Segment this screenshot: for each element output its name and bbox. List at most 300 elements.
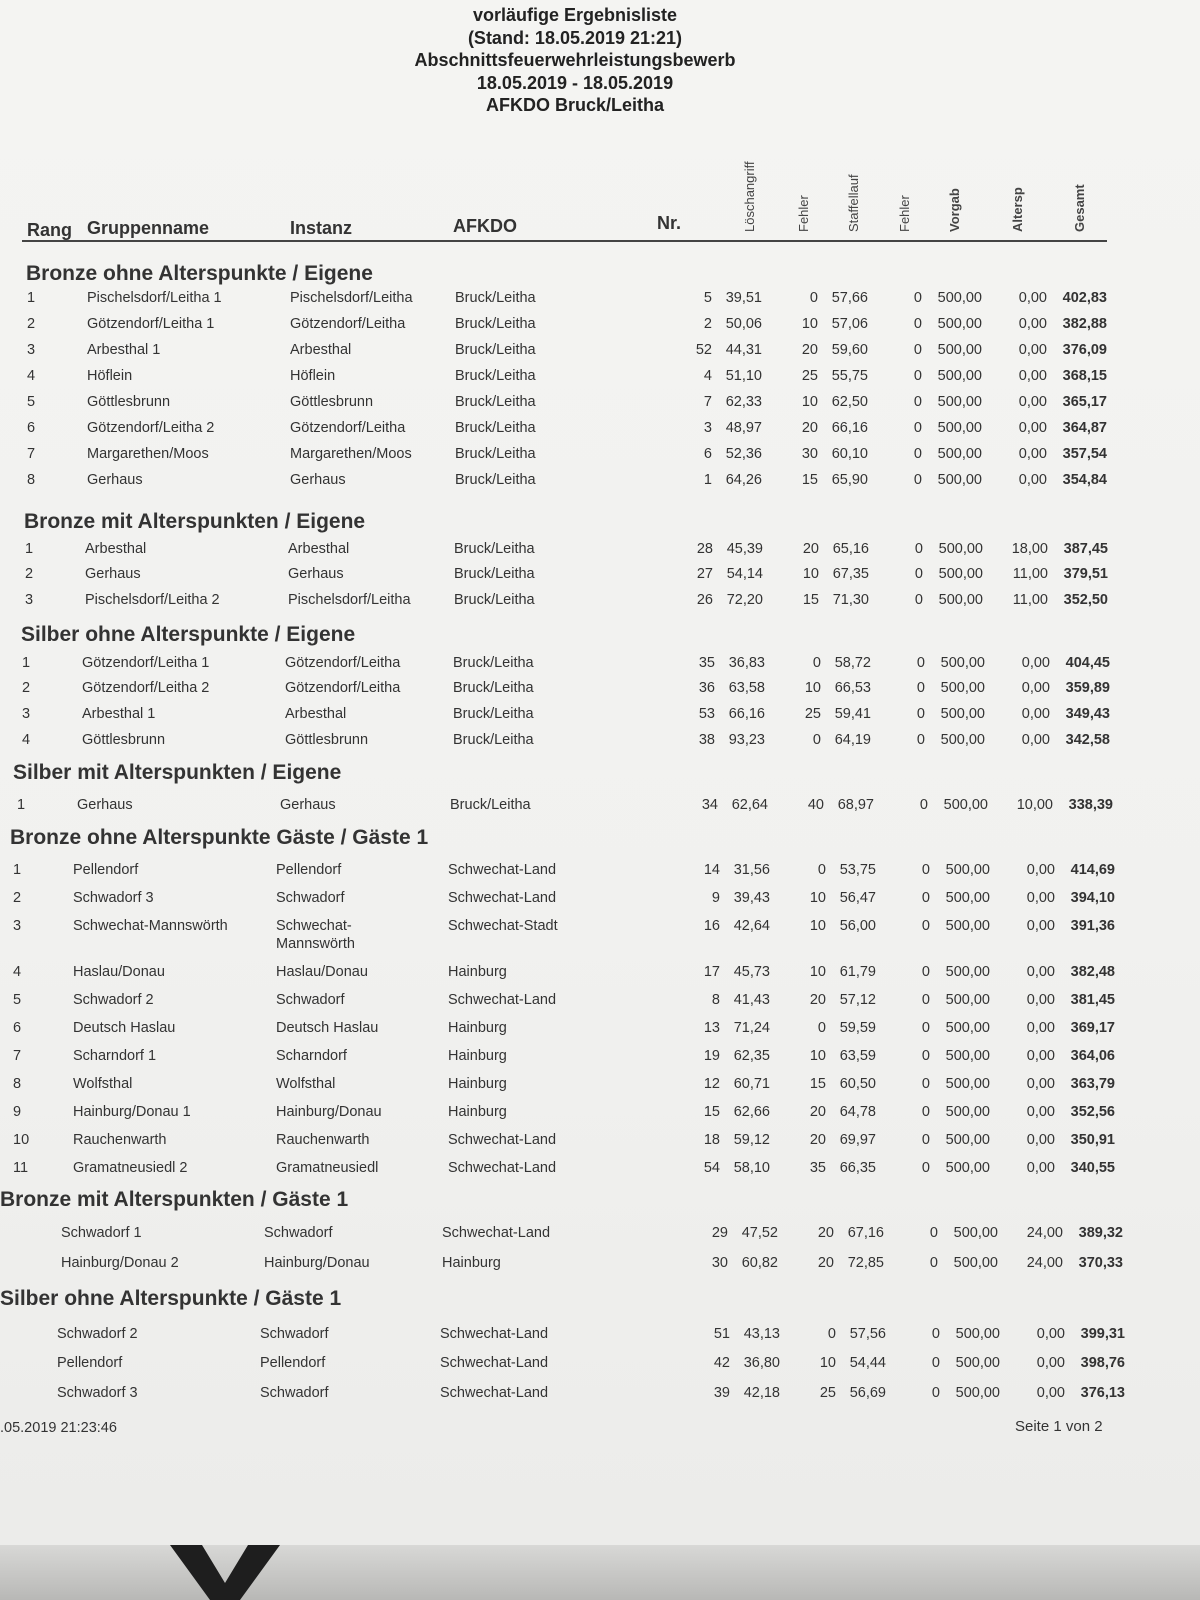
loeschangriff-cell: 63,58 bbox=[728, 680, 765, 696]
instanz-cell: Arbesthal bbox=[288, 541, 350, 557]
instanz-cell: Pellendorf bbox=[260, 1355, 326, 1371]
group-name-cell: Gerhaus bbox=[87, 472, 143, 488]
instanz-cell: Margarethen/Moos bbox=[290, 446, 412, 462]
instanz-cell: Götzendorf/Leitha bbox=[290, 420, 406, 436]
group-name-cell: Pischelsdorf/Leitha 2 bbox=[85, 592, 220, 608]
instanz-cell: Göttlesbrunn bbox=[290, 394, 374, 410]
loeschangriff-cell: 60,82 bbox=[741, 1255, 778, 1271]
nr-cell: 29 bbox=[711, 1225, 728, 1241]
group-name-cell: Arbesthal 1 bbox=[87, 342, 161, 358]
rang-cell: 6 bbox=[27, 420, 36, 436]
fehler1-cell: 10 bbox=[809, 918, 826, 934]
vorgab-cell: 500,00 bbox=[945, 1048, 990, 1064]
fehler1-cell: 35 bbox=[809, 1160, 826, 1176]
instanz-cell: Scharndorf bbox=[276, 1048, 347, 1064]
nr-cell: 30 bbox=[711, 1255, 728, 1271]
fehler2-cell: 0 bbox=[921, 1020, 930, 1036]
group-name-cell: Göttlesbrunn bbox=[87, 394, 171, 410]
nr-cell: 34 bbox=[701, 797, 718, 813]
vorgab-cell: 500,00 bbox=[945, 1076, 990, 1092]
group-name-cell: Hainburg/Donau 1 bbox=[73, 1104, 191, 1120]
group-name-cell: Schwadorf 2 bbox=[73, 992, 154, 1008]
afkdo-cell: Bruck/Leitha bbox=[454, 566, 535, 582]
gesamt-cell: 382,48 bbox=[1070, 964, 1115, 980]
document-stand: (Stand: 18.05.2019 21:21) bbox=[467, 27, 683, 48]
staffellauf-cell: 56,47 bbox=[839, 890, 876, 906]
instanz-cell: Götzendorf/Leitha bbox=[285, 655, 401, 671]
instanz-cell: Götzendorf/Leitha bbox=[285, 680, 401, 696]
rang-cell: 4 bbox=[22, 732, 31, 748]
altersp-cell: 0,00 bbox=[1026, 862, 1055, 878]
loeschangriff-cell: 42,18 bbox=[743, 1385, 780, 1401]
afkdo-cell: Hainburg bbox=[448, 1104, 507, 1120]
nr-cell: 5 bbox=[703, 290, 712, 306]
group-name-cell: Scharndorf 1 bbox=[73, 1048, 157, 1064]
nr-cell: 2 bbox=[703, 316, 712, 332]
afkdo-cell: Schwechat-Land bbox=[448, 890, 557, 906]
rang-cell: 1 bbox=[25, 541, 34, 557]
afkdo-cell: Schwechat-Land bbox=[440, 1355, 549, 1371]
loeschangriff-cell: 47,52 bbox=[741, 1225, 778, 1241]
gesamt-cell: 359,89 bbox=[1065, 680, 1110, 696]
altersp-cell: 0,00 bbox=[1026, 1104, 1055, 1120]
table-row bbox=[0, 592, 1200, 614]
gesamt-cell: 376,13 bbox=[1080, 1385, 1125, 1401]
altersp-cell: 0,00 bbox=[1026, 1020, 1055, 1036]
rang-cell: 1 bbox=[17, 797, 26, 813]
instanz-cell: Rauchenwarth bbox=[276, 1132, 370, 1148]
vorgab-cell: 500,00 bbox=[945, 918, 990, 934]
vorgab-cell: 500,00 bbox=[937, 368, 982, 384]
fehler2-cell: 0 bbox=[921, 918, 930, 934]
afkdo-cell: Bruck/Leitha bbox=[454, 592, 535, 608]
table-row bbox=[0, 342, 1200, 364]
fehler2-cell: 0 bbox=[914, 592, 923, 608]
instanz-cell: Pischelsdorf/Leitha bbox=[288, 592, 411, 608]
group-name-cell: Haslau/Donau bbox=[73, 964, 165, 980]
fehler2-cell: 0 bbox=[921, 1132, 930, 1148]
table-row bbox=[0, 655, 1200, 677]
altersp-cell: 0,00 bbox=[1026, 1160, 1055, 1176]
table-row bbox=[0, 394, 1200, 416]
col-staffellauf: Staffellauf bbox=[846, 174, 861, 232]
table-row bbox=[0, 446, 1200, 468]
altersp-cell: 11,00 bbox=[1012, 592, 1048, 608]
fehler1-cell: 10 bbox=[809, 1048, 826, 1064]
rang-cell: 3 bbox=[13, 918, 22, 934]
nr-cell: 19 bbox=[703, 1048, 720, 1064]
vorgab-cell: 500,00 bbox=[937, 342, 982, 358]
col-vorgab: Vorgab bbox=[947, 188, 962, 232]
gesamt-cell: 370,33 bbox=[1078, 1255, 1123, 1271]
gesamt-cell: 357,54 bbox=[1062, 446, 1107, 462]
loeschangriff-cell: 44,31 bbox=[725, 342, 762, 358]
col-loeschangriff: Löschangriff bbox=[742, 161, 757, 232]
altersp-cell: 0,00 bbox=[1018, 368, 1047, 384]
fehler1-cell: 0 bbox=[809, 290, 818, 306]
vorgab-cell: 500,00 bbox=[937, 290, 982, 306]
col-afkdo: AFKDO bbox=[453, 216, 517, 236]
nr-cell: 38 bbox=[698, 732, 715, 748]
staffellauf-cell: 59,59 bbox=[839, 1020, 876, 1036]
afkdo-cell: Schwechat-Land bbox=[440, 1326, 549, 1342]
staffellauf-cell: 63,59 bbox=[839, 1048, 876, 1064]
fehler2-cell: 0 bbox=[913, 420, 922, 436]
instanz-cell: Schwechat- bbox=[276, 918, 352, 934]
group-name-cell: Gerhaus bbox=[77, 797, 133, 813]
fehler2-cell: 0 bbox=[916, 706, 925, 722]
instanz-cell: Schwadorf bbox=[276, 890, 345, 906]
afkdo-cell: Bruck/Leitha bbox=[453, 706, 534, 722]
fehler2-cell: 0 bbox=[914, 566, 923, 582]
col-rang: Rang bbox=[27, 220, 72, 240]
footer-timestamp: .05.2019 21:23:46 bbox=[0, 1420, 117, 1436]
gesamt-cell: 364,06 bbox=[1070, 1048, 1115, 1064]
altersp-cell: 0,00 bbox=[1026, 992, 1055, 1008]
section-heading: Bronze ohne Alterspunkte Gäste / Gäste 1 bbox=[10, 826, 429, 849]
staffellauf-cell: 60,50 bbox=[839, 1076, 876, 1092]
vorgab-cell: 500,00 bbox=[945, 1020, 990, 1036]
table-row bbox=[0, 797, 1200, 819]
rang-cell: 11 bbox=[13, 1160, 29, 1176]
afkdo-cell: Schwechat-Land bbox=[448, 1160, 557, 1176]
altersp-cell: 0,00 bbox=[1026, 1048, 1055, 1064]
fehler2-cell: 0 bbox=[913, 290, 922, 306]
instanz-cell: Gerhaus bbox=[288, 566, 344, 582]
header-rule bbox=[22, 240, 1107, 242]
afkdo-cell: Bruck/Leitha bbox=[455, 290, 536, 306]
staffellauf-cell: 71,30 bbox=[832, 592, 869, 608]
fehler2-cell: 0 bbox=[913, 342, 922, 358]
afkdo-cell: Bruck/Leitha bbox=[455, 472, 536, 488]
vorgab-cell: 500,00 bbox=[945, 964, 990, 980]
vorgab-cell: 500,00 bbox=[955, 1385, 1000, 1401]
group-name-cell: Götzendorf/Leitha 2 bbox=[82, 680, 210, 696]
fehler1-cell: 20 bbox=[801, 420, 818, 436]
loeschangriff-cell: 31,56 bbox=[733, 862, 770, 878]
nr-cell: 6 bbox=[703, 446, 712, 462]
altersp-cell: 0,00 bbox=[1036, 1355, 1065, 1371]
table-row bbox=[0, 706, 1200, 728]
staffellauf-cell: 64,78 bbox=[839, 1104, 876, 1120]
group-name-cell: Deutsch Haslau bbox=[73, 1020, 176, 1036]
altersp-cell: 0,00 bbox=[1021, 680, 1050, 696]
section-heading: Bronze mit Alterspunkten / Gäste 1 bbox=[0, 1188, 349, 1211]
altersp-cell: 0,00 bbox=[1021, 655, 1050, 671]
fehler2-cell: 0 bbox=[914, 541, 923, 557]
rang-cell: 4 bbox=[13, 964, 22, 980]
group-name-cell: Pellendorf bbox=[57, 1355, 123, 1371]
fehler1-cell: 10 bbox=[801, 316, 818, 332]
nr-cell: 16 bbox=[703, 918, 720, 934]
instanz-cell: Göttlesbrunn bbox=[285, 732, 369, 748]
instanz-cell: Wolfsthal bbox=[276, 1076, 336, 1092]
fehler2-cell: 0 bbox=[921, 862, 930, 878]
staffellauf-cell: 68,97 bbox=[837, 797, 874, 813]
table-row bbox=[0, 420, 1200, 442]
gesamt-cell: 398,76 bbox=[1080, 1355, 1125, 1371]
nr-cell: 42 bbox=[713, 1355, 730, 1371]
staffellauf-cell: 65,16 bbox=[832, 541, 869, 557]
instanz-cell: Schwadorf bbox=[264, 1225, 333, 1241]
altersp-cell: 0,00 bbox=[1018, 342, 1047, 358]
fehler1-cell: 20 bbox=[817, 1255, 834, 1271]
nr-cell: 8 bbox=[711, 992, 720, 1008]
altersp-cell: 0,00 bbox=[1026, 1132, 1055, 1148]
nr-cell: 52 bbox=[695, 342, 712, 358]
afkdo-cell: Bruck/Leitha bbox=[455, 394, 536, 410]
table-row bbox=[0, 1355, 1200, 1377]
rang-cell: 8 bbox=[27, 472, 36, 488]
nr-cell: 1 bbox=[703, 472, 712, 488]
fehler2-cell: 0 bbox=[929, 1255, 938, 1271]
table-row bbox=[0, 1326, 1200, 1348]
gesamt-cell: 389,32 bbox=[1078, 1225, 1123, 1241]
nr-cell: 15 bbox=[703, 1104, 720, 1120]
gesamt-cell: 381,45 bbox=[1070, 992, 1115, 1008]
staffellauf-cell: 69,97 bbox=[839, 1132, 876, 1148]
vorgab-cell: 500,00 bbox=[937, 316, 982, 332]
nr-cell: 35 bbox=[698, 655, 715, 671]
loeschangriff-cell: 71,24 bbox=[733, 1020, 770, 1036]
staffellauf-cell: 59,60 bbox=[831, 342, 868, 358]
staffellauf-cell: 60,10 bbox=[831, 446, 868, 462]
nr-cell: 7 bbox=[703, 394, 712, 410]
loeschangriff-cell: 39,51 bbox=[725, 290, 762, 306]
staffellauf-cell: 72,85 bbox=[847, 1255, 884, 1271]
loeschangriff-cell: 50,06 bbox=[725, 316, 762, 332]
fehler2-cell: 0 bbox=[929, 1225, 938, 1241]
table-row bbox=[0, 1225, 1200, 1247]
table-row bbox=[0, 918, 1200, 952]
instanz-cell: Schwadorf bbox=[276, 992, 345, 1008]
altersp-cell: 0,00 bbox=[1026, 964, 1055, 980]
rang-cell: 9 bbox=[13, 1104, 22, 1120]
loeschangriff-cell: 58,10 bbox=[733, 1160, 770, 1176]
footer-page-number: Seite 1 von 2 bbox=[1015, 1418, 1103, 1435]
rang-cell: 7 bbox=[27, 446, 36, 462]
nr-cell: 26 bbox=[696, 592, 713, 608]
table-row bbox=[0, 1385, 1200, 1407]
instanz-cell: Schwadorf bbox=[260, 1326, 329, 1342]
loeschangriff-cell: 43,13 bbox=[743, 1326, 780, 1342]
gesamt-cell: 404,45 bbox=[1065, 655, 1110, 671]
loeschangriff-cell: 60,71 bbox=[733, 1076, 770, 1092]
gesamt-cell: 365,17 bbox=[1062, 394, 1107, 410]
instanz-cell: Deutsch Haslau bbox=[276, 1020, 379, 1036]
fehler2-cell: 0 bbox=[921, 1160, 930, 1176]
staffellauf-cell: 57,12 bbox=[839, 992, 876, 1008]
col-fehler2: Fehler bbox=[897, 195, 912, 232]
fehler2-cell: 0 bbox=[913, 446, 922, 462]
loeschangriff-cell: 51,10 bbox=[725, 368, 762, 384]
nr-cell: 36 bbox=[698, 680, 715, 696]
rang-cell: 8 bbox=[13, 1076, 22, 1092]
gesamt-cell: 376,09 bbox=[1062, 342, 1107, 358]
gesamt-cell: 352,56 bbox=[1070, 1104, 1115, 1120]
afkdo-cell: Bruck/Leitha bbox=[455, 446, 536, 462]
table-row bbox=[0, 890, 1200, 912]
fehler1-cell: 10 bbox=[809, 964, 826, 980]
instanz-cell: Arbesthal bbox=[285, 706, 347, 722]
altersp-cell: 0,00 bbox=[1018, 394, 1047, 410]
loeschangriff-cell: 66,16 bbox=[728, 706, 765, 722]
section-heading: Bronze mit Alterspunkten / Eigene bbox=[24, 510, 366, 533]
gesamt-cell: 368,15 bbox=[1062, 368, 1107, 384]
vorgab-cell: 500,00 bbox=[945, 1104, 990, 1120]
staffellauf-cell: 55,75 bbox=[831, 368, 868, 384]
vorgab-cell: 500,00 bbox=[937, 420, 982, 436]
table-row bbox=[0, 1076, 1200, 1098]
fehler2-cell: 0 bbox=[913, 316, 922, 332]
instanz-cell: Pellendorf bbox=[276, 862, 342, 878]
vorgab-cell: 500,00 bbox=[955, 1326, 1000, 1342]
instanz-cell: Götzendorf/Leitha bbox=[290, 316, 406, 332]
loeschangriff-cell: 93,23 bbox=[728, 732, 765, 748]
rang-cell: 3 bbox=[22, 706, 31, 722]
staffellauf-cell: 57,66 bbox=[831, 290, 868, 306]
gesamt-cell: 340,55 bbox=[1070, 1160, 1115, 1176]
altersp-cell: 0,00 bbox=[1036, 1326, 1065, 1342]
fehler2-cell: 0 bbox=[921, 1076, 930, 1092]
nr-cell: 4 bbox=[703, 368, 712, 384]
table-row bbox=[0, 368, 1200, 390]
instanz-cell: Schwadorf bbox=[260, 1385, 329, 1401]
fehler1-cell: 0 bbox=[827, 1326, 836, 1342]
staffellauf-cell: 54,44 bbox=[849, 1355, 886, 1371]
staffellauf-cell: 64,19 bbox=[834, 732, 871, 748]
group-name-cell: Margarethen/Moos bbox=[87, 446, 209, 462]
loeschangriff-cell: 36,80 bbox=[743, 1355, 780, 1371]
loeschangriff-cell: 62,33 bbox=[725, 394, 762, 410]
section-heading: Silber mit Alterspunkten / Eigene bbox=[13, 761, 342, 784]
vorgab-cell: 500,00 bbox=[938, 566, 983, 582]
nr-cell: 3 bbox=[703, 420, 712, 436]
table-row bbox=[0, 566, 1200, 588]
rang-cell: 5 bbox=[27, 394, 36, 410]
document-title: vorläufige Ergebnisliste bbox=[472, 5, 678, 25]
rang-cell: 1 bbox=[27, 290, 36, 306]
instanz-cell: Hainburg/Donau bbox=[264, 1255, 370, 1271]
rang-cell: 7 bbox=[13, 1048, 22, 1064]
staffellauf-cell: 66,53 bbox=[834, 680, 871, 696]
fehler1-cell: 15 bbox=[802, 592, 819, 608]
rang-cell: 5 bbox=[13, 992, 22, 1008]
gesamt-cell: 354,84 bbox=[1062, 472, 1107, 488]
vorgab-cell: 500,00 bbox=[937, 446, 982, 462]
fehler1-cell: 20 bbox=[809, 992, 826, 1008]
loeschangriff-cell: 41,43 bbox=[733, 992, 770, 1008]
loeschangriff-cell: 62,66 bbox=[733, 1104, 770, 1120]
altersp-cell: 0,00 bbox=[1018, 316, 1047, 332]
afkdo-cell: Bruck/Leitha bbox=[450, 797, 531, 813]
gesamt-cell: 349,43 bbox=[1065, 706, 1110, 722]
table-row bbox=[0, 1104, 1200, 1126]
instanz-cell: Arbesthal bbox=[290, 342, 352, 358]
afkdo-cell: Bruck/Leitha bbox=[455, 368, 536, 384]
fehler1-cell: 15 bbox=[809, 1076, 826, 1092]
group-name-cell: Arbesthal 1 bbox=[82, 706, 156, 722]
section-heading: Bronze ohne Alterspunkte / Eigene bbox=[26, 262, 373, 285]
staffellauf-cell: 66,16 bbox=[831, 420, 868, 436]
fehler1-cell: 40 bbox=[807, 797, 824, 813]
fehler2-cell: 0 bbox=[921, 890, 930, 906]
rang-cell: 3 bbox=[27, 342, 36, 358]
fehler1-cell: 10 bbox=[819, 1355, 836, 1371]
rang-cell: 1 bbox=[22, 655, 31, 671]
altersp-cell: 0,00 bbox=[1021, 706, 1050, 722]
fehler2-cell: 0 bbox=[931, 1326, 940, 1342]
vorgab-cell: 500,00 bbox=[937, 472, 982, 488]
fehler1-cell: 10 bbox=[802, 566, 819, 582]
afkdo-cell: Bruck/Leitha bbox=[455, 342, 536, 358]
fehler2-cell: 0 bbox=[913, 472, 922, 488]
group-name-cell: Götzendorf/Leitha 1 bbox=[82, 655, 210, 671]
staffellauf-cell: 59,41 bbox=[834, 706, 871, 722]
nr-cell: 17 bbox=[703, 964, 720, 980]
staffellauf-cell: 61,79 bbox=[839, 964, 876, 980]
fehler1-cell: 10 bbox=[804, 680, 821, 696]
afkdo-cell: Bruck/Leitha bbox=[455, 316, 536, 332]
rang-cell: 2 bbox=[22, 680, 31, 696]
fehler2-cell: 0 bbox=[931, 1385, 940, 1401]
gesamt-cell: 399,31 bbox=[1080, 1326, 1125, 1342]
group-name-cell: Höflein bbox=[87, 368, 133, 384]
loeschangriff-cell: 45,73 bbox=[733, 964, 770, 980]
vorgab-cell: 500,00 bbox=[945, 862, 990, 878]
rang-cell: 3 bbox=[25, 592, 34, 608]
nr-cell: 27 bbox=[696, 566, 713, 582]
table-row bbox=[0, 541, 1200, 563]
fehler2-cell: 0 bbox=[921, 964, 930, 980]
group-name-cell: Arbesthal bbox=[85, 541, 147, 557]
rang-cell: 2 bbox=[13, 890, 22, 906]
gesamt-cell: 414,69 bbox=[1070, 862, 1115, 878]
fehler1-cell: 0 bbox=[817, 1020, 826, 1036]
group-name-cell: Gerhaus bbox=[85, 566, 141, 582]
fehler2-cell: 0 bbox=[916, 732, 925, 748]
gesamt-cell: 379,51 bbox=[1063, 566, 1108, 582]
vorgab-cell: 500,00 bbox=[938, 592, 983, 608]
table-row bbox=[0, 1132, 1200, 1154]
table-row bbox=[0, 472, 1200, 494]
instanz-cell-line2: Mannswörth bbox=[276, 936, 355, 952]
altersp-cell: 0,00 bbox=[1036, 1385, 1065, 1401]
gesamt-cell: 394,10 bbox=[1070, 890, 1115, 906]
gesamt-cell: 369,17 bbox=[1070, 1020, 1115, 1036]
group-name-cell: Gramatneusiedl 2 bbox=[73, 1160, 188, 1176]
afkdo-cell: Bruck/Leitha bbox=[453, 680, 534, 696]
staffellauf-cell: 67,35 bbox=[832, 566, 869, 582]
instanz-cell: Hainburg/Donau bbox=[276, 1104, 382, 1120]
instanz-cell: Haslau/Donau bbox=[276, 964, 368, 980]
afkdo-cell: Hainburg bbox=[448, 964, 507, 980]
document-afkdo: AFKDO Bruck/Leitha bbox=[485, 95, 665, 115]
col-instanz: Instanz bbox=[290, 218, 353, 238]
staffellauf-cell: 67,16 bbox=[847, 1225, 884, 1241]
fehler2-cell: 0 bbox=[921, 1048, 930, 1064]
afkdo-cell: Hainburg bbox=[448, 1048, 507, 1064]
afkdo-cell: Bruck/Leitha bbox=[454, 541, 535, 557]
group-name-cell: Pellendorf bbox=[73, 862, 139, 878]
loeschangriff-cell: 64,26 bbox=[725, 472, 762, 488]
altersp-cell: 24,00 bbox=[1026, 1225, 1063, 1241]
altersp-cell: 0,00 bbox=[1018, 472, 1047, 488]
vorgab-cell: 500,00 bbox=[945, 992, 990, 1008]
document-header bbox=[0, 4, 1150, 117]
fehler1-cell: 20 bbox=[801, 342, 818, 358]
instanz-cell: Gerhaus bbox=[290, 472, 346, 488]
